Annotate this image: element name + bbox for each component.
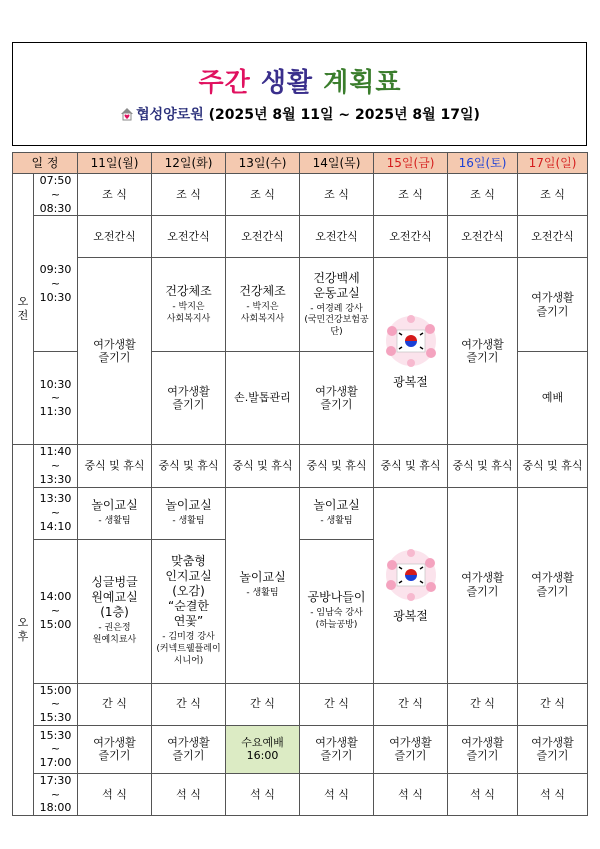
day-header-sat: 16일(토) bbox=[448, 153, 518, 174]
thu-am-snack: 오전간식 bbox=[300, 216, 374, 258]
time-am-2: 10:30 ~ 11:30 bbox=[34, 352, 78, 445]
wed-pm-worship: 수요예배 16:00 bbox=[226, 725, 300, 773]
thu-craft-note: - 임남숙 강사 (하늘공방) bbox=[310, 608, 363, 630]
schedule-table bbox=[12, 152, 588, 816]
tue-pm-leisure: 여가생활 즐기기 bbox=[152, 725, 226, 773]
tue-lunch: 중식 및 휴식 bbox=[152, 445, 226, 487]
tue-play-title: 놀이교실 bbox=[165, 498, 212, 513]
fri-pm-leisure: 여가생활 즐기기 bbox=[374, 725, 448, 773]
tue-play-note: - 생활팀 bbox=[172, 516, 205, 527]
sun-am-snack: 오전간식 bbox=[518, 216, 588, 258]
day-header-fri: 15일(금) bbox=[374, 153, 448, 174]
sat-pm-snack: 간 식 bbox=[448, 683, 518, 725]
sat-pm-leisure-2: 여가생활 즐기기 bbox=[448, 725, 518, 773]
time-pm-snack: 15:00 ~ 15:30 bbox=[34, 683, 78, 725]
thu-pm-play bbox=[300, 487, 374, 539]
fri-pm-holiday-label: 광복절 bbox=[393, 608, 428, 623]
sun-lunch: 중식 및 휴식 bbox=[518, 445, 588, 487]
wed-health-note: - 박지은 사회복지사 bbox=[240, 302, 285, 324]
sat-breakfast: 조 식 bbox=[448, 174, 518, 216]
mon-garden-note: - 권은정 원예치료사 bbox=[92, 623, 137, 645]
mon-lunch: 중식 및 휴식 bbox=[78, 445, 152, 487]
tue-cognitive-title: 맞춤형 인지교실 (오감) “순결한 연꽃” bbox=[165, 554, 212, 629]
wed-pm-play bbox=[226, 487, 300, 683]
title-word-plan: 계획표 bbox=[323, 68, 402, 98]
wed-play-title: 놀이교실 bbox=[239, 570, 286, 585]
mon-garden-title: 싱글벙글 원예교실 (1층) bbox=[91, 575, 138, 620]
subtitle bbox=[0, 104, 600, 124]
time-pm-1: 13:30 ~ 14:10 bbox=[34, 487, 78, 539]
time-am-1: 09:30 ~ 10:30 bbox=[34, 216, 78, 352]
day-header-mon: 11일(월) bbox=[78, 153, 152, 174]
thu-play-title: 놀이교실 bbox=[313, 498, 360, 513]
am-label: 오 전 bbox=[13, 174, 34, 445]
tue-breakfast: 조 식 bbox=[152, 174, 226, 216]
thu-health-title: 건강백세 운동교실 bbox=[313, 270, 360, 300]
thu-pm-snack: 간 식 bbox=[300, 683, 374, 725]
day-header-thu: 14일(목) bbox=[300, 153, 374, 174]
mon-play-note: - 생활팀 bbox=[98, 516, 131, 527]
tue-cognitive-note: - 김미경 강사 (커넥트웰플레이 시니어) bbox=[156, 632, 221, 666]
sat-am-leisure: 여가생활 즐기기 bbox=[448, 258, 518, 445]
fri-am-holiday-label: 광복절 bbox=[393, 374, 428, 389]
mon-breakfast: 조 식 bbox=[78, 174, 152, 216]
sun-am-worship: 예배 bbox=[518, 352, 588, 445]
tue-am-leisure: 여가생활 즐기기 bbox=[152, 352, 226, 445]
thu-am-leisure: 여가생활 즐기기 bbox=[300, 352, 374, 445]
sun-pm-leisure: 여가생활 즐기기 bbox=[518, 487, 588, 683]
mon-play-title: 놀이교실 bbox=[91, 498, 138, 513]
thu-craft-title: 공방나들이 bbox=[307, 590, 366, 605]
fri-lunch: 중식 및 휴식 bbox=[374, 445, 448, 487]
thu-health-note: - 여경례 강사 (국민건강보험공단) bbox=[304, 303, 369, 338]
sun-am-leisure: 여가생활 즐기기 bbox=[518, 258, 588, 352]
tue-dinner: 석 식 bbox=[152, 773, 226, 815]
sat-am-snack: 오전간식 bbox=[448, 216, 518, 258]
title-word-weekly: 주간 bbox=[198, 68, 251, 98]
mon-pm-snack: 간 식 bbox=[78, 683, 152, 725]
wed-dinner: 석 식 bbox=[226, 773, 300, 815]
wed-health-title: 건강체조 bbox=[239, 284, 286, 299]
day-header-sun: 17일(일) bbox=[518, 153, 588, 174]
fri-dinner: 석 식 bbox=[374, 773, 448, 815]
title-word-life: 생활 bbox=[260, 68, 314, 98]
mon-dinner: 석 식 bbox=[78, 773, 152, 815]
fri-breakfast: 조 식 bbox=[374, 174, 448, 216]
sat-dinner: 석 식 bbox=[448, 773, 518, 815]
wed-breakfast: 조 식 bbox=[226, 174, 300, 216]
time-pm-2: 14:00 ~ 15:00 bbox=[34, 539, 78, 683]
day-header-wed: 13일(수) bbox=[226, 153, 300, 174]
mon-am-snack: 오전간식 bbox=[78, 216, 152, 258]
tue-pm-cognitive bbox=[152, 539, 226, 683]
org-name: 협성양로원 bbox=[136, 107, 204, 123]
tue-pm-play bbox=[152, 487, 226, 539]
page-title bbox=[0, 62, 600, 99]
header-corner: 일 정 bbox=[13, 153, 78, 174]
fri-am-holiday bbox=[374, 258, 448, 445]
korean-flag-icon bbox=[383, 547, 439, 603]
fri-pm-snack: 간 식 bbox=[374, 683, 448, 725]
thu-pm-leisure: 여가생활 즐기기 bbox=[300, 725, 374, 773]
sat-pm-leisure: 여가생활 즐기기 bbox=[448, 487, 518, 683]
tue-am-health bbox=[152, 258, 226, 352]
thu-am-health bbox=[300, 258, 374, 352]
sat-lunch: 중식 및 휴식 bbox=[448, 445, 518, 487]
tue-health-title: 건강체조 bbox=[165, 284, 212, 299]
sun-pm-leisure-2: 여가생활 즐기기 bbox=[518, 725, 588, 773]
time-lunch: 11:40 ~ 13:30 bbox=[34, 445, 78, 487]
thu-lunch: 중식 및 휴식 bbox=[300, 445, 374, 487]
time-pm-leisure: 15:30 ~ 17:00 bbox=[34, 725, 78, 773]
date-range: (2025년 8월 11일 ~ 2025년 8월 17일) bbox=[208, 107, 480, 123]
tue-am-snack: 오전간식 bbox=[152, 216, 226, 258]
wed-lunch: 중식 및 휴식 bbox=[226, 445, 300, 487]
fri-pm-holiday bbox=[374, 487, 448, 683]
day-header-tue: 12일(화) bbox=[152, 153, 226, 174]
thu-play-note: - 생활팀 bbox=[320, 516, 353, 527]
tue-pm-snack: 간 식 bbox=[152, 683, 226, 725]
org-logo-icon bbox=[120, 107, 134, 121]
sun-pm-snack: 간 식 bbox=[518, 683, 588, 725]
wed-am-nailcare: 손.발톱관리 bbox=[226, 352, 300, 445]
wed-am-snack: 오전간식 bbox=[226, 216, 300, 258]
wed-play-note: - 생활팀 bbox=[246, 588, 279, 599]
sun-breakfast: 조 식 bbox=[518, 174, 588, 216]
thu-breakfast: 조 식 bbox=[300, 174, 374, 216]
fri-am-snack: 오전간식 bbox=[374, 216, 448, 258]
korean-flag-icon bbox=[383, 313, 439, 369]
tue-health-note: - 박지은 사회복지사 bbox=[166, 302, 211, 324]
time-breakfast: 07:50 ~ 08:30 bbox=[34, 174, 78, 216]
sun-dinner: 석 식 bbox=[518, 773, 588, 815]
thu-dinner: 석 식 bbox=[300, 773, 374, 815]
pm-label: 오 후 bbox=[13, 445, 34, 816]
thu-pm-craft bbox=[300, 539, 374, 683]
mon-pm-leisure: 여가생활 즐기기 bbox=[78, 725, 152, 773]
mon-pm-play bbox=[78, 487, 152, 539]
wed-pm-snack: 간 식 bbox=[226, 683, 300, 725]
time-dinner: 17:30 ~ 18:00 bbox=[34, 773, 78, 815]
mon-am-leisure: 여가생활 즐기기 bbox=[78, 258, 152, 445]
mon-pm-garden bbox=[78, 539, 152, 683]
wed-am-health bbox=[226, 258, 300, 352]
